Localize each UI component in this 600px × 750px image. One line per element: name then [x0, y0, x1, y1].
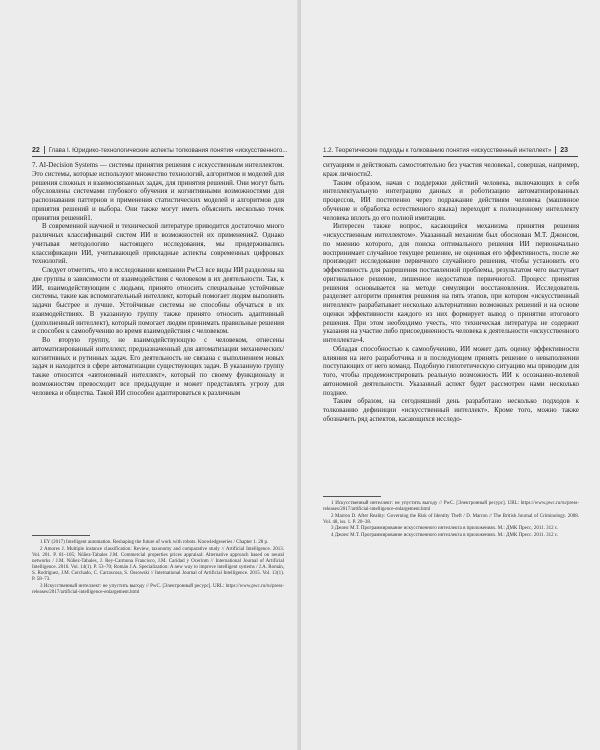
paragraph: Обладая способностью к самообучению, ИИ может дать оценку эффективности влияния на него разработчика и в последующем принять решение о невыполнении поступающих от него команд. Подобную гипотетическую ситуацию мы приводим для того, чтобы продемонстрировать реальную возможность ИИ к осознанно-волевой автономной деятельности. Указанный аспект будет рассмотрен нами несколько позднее. — [323, 345, 579, 397]
left-page-number: 22 — [32, 146, 40, 154]
right-page-number: 23 — [560, 146, 569, 154]
left-header-rule — [32, 156, 284, 157]
right-page — [301, 0, 600, 750]
paragraph: Таким образом, на сегодняшний день разработано несколько подходов к толкованию дефиниции «искусственный интеллект». Кроме того, можно также обозначить ряд аспектов, касающихся исследо- — [323, 398, 579, 423]
left-footnotes — [32, 540, 284, 596]
footnote: 1 EY (2017) Intelligent automation. Reshaping the future of work with robots. Knowledgeseries / Chapter 1. 28 p. — [40, 540, 269, 545]
left-page — [0, 0, 299, 750]
footnote: 2 Marron D. After Reality: Governing the Risk of Identity Theft / D. Marron // The British Journal of Criminology. 2008. Vol. 48, iss. 1. P. 20–38. — [323, 513, 579, 525]
right-footnote-rule — [323, 496, 381, 497]
left-running-header — [32, 146, 287, 154]
right-body-text — [323, 162, 579, 425]
footnote: 1 Искусственный интеллект: не упустить выгоду // PwC. [Электронный ресурс]. URL: https://www.pwc.ru/ru/press-releases/2017/artificial-intelligence-enlargement.html — [323, 501, 579, 513]
footnote: 3 Искусственный интеллект: не упустить выгоду // PwC. [Электронный ресурс]. URL: https://www.pwc.ru/ru/press-releases/2017/artificial-intelligence-enlargement.html — [32, 583, 284, 595]
right-running-header — [323, 146, 568, 154]
left-running-head: Глава I. Юридико-технологические аспекты толкования понятия «искусственного... — [48, 146, 288, 154]
footnote: 3 Джонс М.Т. Программирование искусственного интеллекта в приложениях. М.: ДМК Пресс, 2011. 312 с. — [331, 526, 559, 532]
right-footnotes — [323, 501, 579, 540]
paragraph: ситуациям и действовать самостоятельно без участия человека1, совершая, например, краж личности2. — [323, 162, 579, 178]
left-body-text — [32, 162, 284, 398]
footnote: 4 Джонс М.Т. Программирование искусственного интеллекта в приложениях. М.: ДМК Пресс. 2011. 312 с. — [331, 532, 559, 538]
paragraph: 7. AI-Decision Systems — системы принятия решения с искусственным интеллектом. Это системы, которые используют множество технологий, алгоритмов и моделей для решения сложных и взаимосвязанных задач, для принятия решений. Они могут быть обусловлены системами глубокого обучения и когнитивными возможностями для распознавания паттернов и применения статистических моделей и алгоритмов для принятия решений и выбора. Они также могут иметь объяснить несколько точек принятия решений1. — [32, 162, 284, 222]
footnote: 2 Amores J. Multiple instance classification: Review, taxonomy and comparative study // Artificial Intelligence. 2013. Vol. 201. P. 81–105; Núñez-Tabales J.M. Commercial properties prices appraisal: Alternative approach based on neural networks / J.M. Núñez-Tabales, J. Rey-Carmona Francisco, J.M. Caridad y Ocerinm // International Journal of Artificial Intelligence. 2016. Vol. 14(1). P. 53–70; Román J.A. Specialization: A new way to improve intelligent systems / J.A. Román, S. Rodríguez, J.M. Corchado, C. Carrascosa, S. Ossowski // International Journal of Artificial Intelligence. 2015. Vol. 13(1). P. 58–73. — [32, 546, 284, 583]
header-divider — [555, 146, 556, 154]
header-divider — [44, 146, 45, 154]
paragraph: Во вторую группу, не взаимодействующую с человеком, отнесены автоматизированный интеллект, предназначенный для автоматизации механических/когнитивных и рутинных задач. Его деятельность не связана с выполнением новых задач и находится в сфере автоматизации существующих задач. В указанную группу также относится «автономный интеллект», который по своему функционалу и возможностям превосходит все предыдущие и может представлять угрозу для человека и общества. Такой ИИ способен адаптироваться к различным — [32, 337, 284, 397]
paragraph: Следует отметить, что в исследовании компании PwC3 все виды ИИ разделены на две группы в зависимости от взаимодействия с человеком в их деятельности. Так, к ИИ, взаимодействующим с людьми, принято относить специальные устойчивые системы, такие как вспомогательный интеллект, который помогает людям выполнять задачи быстрее и лучше. Устойчивые системы не способны обучаться в их взаимодействиях. В указанную группу также принято относить адаптивный (дополненный интеллект), который помогает людям принимать правильные решения и способен к самообучению во время взаимодействия с человеком. — [32, 267, 284, 336]
left-footnote-rule — [32, 535, 90, 536]
right-running-head: 1.2. Теоретические подходы к толкованию понятия «искусственный интеллект» — [323, 146, 552, 154]
paragraph: Интересен также вопрос, касающийся механизма принятия решения «искусственным интеллектом». Указанный механизм был обоснован М.Т. Джонсом, по мнению которого, для поиска оптимального решения ИИ первоначально воспринимает случайное текущее решение, не оценивая его эффективность, после же производит исследование первичного случайного решения, чтобы установить его эффективность для разрешения поставленной проблемы, результатом чего выступает оригинальное решение, лишенное недостатков первичного3. Процесс принятия решения основывается на методе симуляции восстановления. Исследователь разделяет алгоритм принятия решения на пять этапов, при котором «искусственный интеллект» разрабатывает несколько альтернативно возможных решений и на основе оценки эффективности каждого из них формирует вывод о принятии итогового решения. При этом необходимо учесть, что техническая литература не содержит указания на участие либо присоединенность человека к деятельности «искусственного интеллекта»4. — [323, 223, 579, 344]
paragraph: Таким образом, начав с поддержки действий человека, включающих в себя интеллектуальную интеграцию данных и роботизацию автоматизированных процессов, ИИ постепенно через подражание действиям человека (машинное обучение и обработка естественного языка) переходит к полноценному интеллекту человека вплоть до его полной имитации. — [323, 179, 579, 222]
paragraph: В современной научной и технической литературе приводится достаточно много различных классификаций систем ИИ и возможностей их применения2. Однако учитывая методологию настоящего исследования, мы придерживались классификации ИИ, учитывающей прикладные аспекты современных цифровых технологий. — [32, 223, 284, 266]
right-header-rule — [323, 156, 578, 157]
